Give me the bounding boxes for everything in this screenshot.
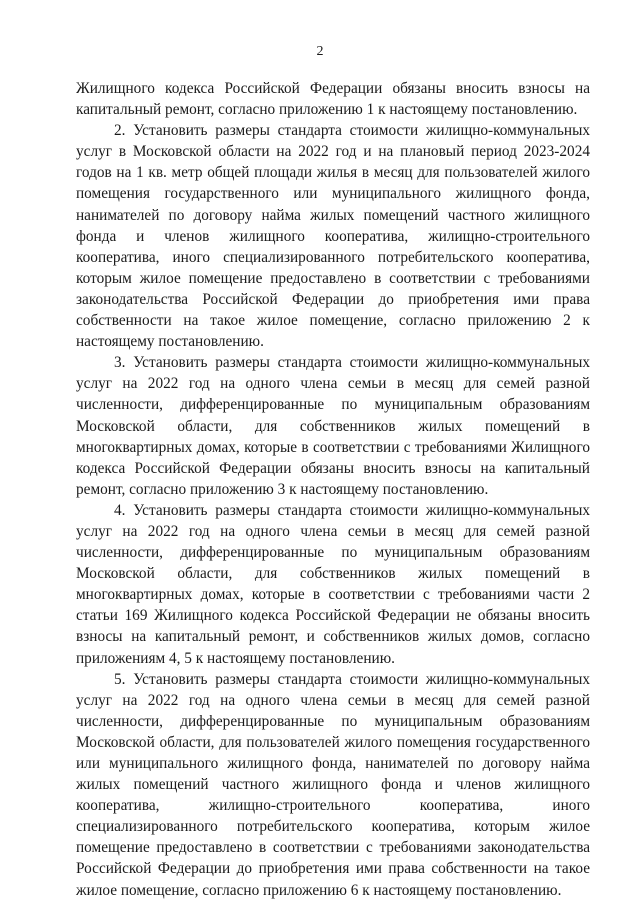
page-number: 2 [316,44,324,59]
paragraph-item-4: 4. Установить размеры стандарта стоимости жилищно-коммунальных услуг на 2022 год на одного члена семьи в месяц для семей разной численности, дифференцированные по муниципальным образованиям Московской области, для собственников жилых помещений в многоквартирных домах, которые в соответствии с требованиями части 2 статьи 169 Жилищного кодекса Российской Федерации не обязаны вносить взносы на капитальный ремонт, и собственников жилых домов, согласно приложениям 4, 5 к настоящему постановлению. [76,501,590,667]
paragraph-item-2: 2. Установить размеры стандарта стоимости жилищно-коммунальных услуг в Московской области на 2022 год и на плановый период 2023-2024 годов на 1 кв. метр общей площади жилья в месяц для пользователей жилого помещения государственного или муниципального жилищного фонда, нанимателей по договору найма жилых помещений частного жилищного фонда и членов жилищного кооператива, жилищно-строительного кооператива, иного специализированного потребительского кооператива, которым жилое помещение предоставлено в соответствии с требованиями законодательства Российской Федерации до приобретения ими права собственности на такое жилое помещение, согласно приложению 2 к настоящему постановлению. [76,122,590,351]
paragraph-item-5: 5. Установить размеры стандарта стоимости жилищно-коммунальных услуг на 2022 год на одного члена семьи в месяц для семей разной численности, дифференцированные по муниципальным образованиям Московской области, для пользователей жилого помещения государственного или муниципального жилищного фонда, нанимателей по договору найма жилых помещений частного жилищного фонда и членов жилищного кооператива, жилищно-строительного кооператива, иного специализированного потребительского кооператива, которым жилое помещение предоставлено в соответствии с требованиями законодательства Российской Федерации до приобретения ими права собственности на такое жилое помещение, согласно приложению 6 к настоящему постановлению. [76,670,590,899]
paragraph-item-3: 3. Установить размеры стандарта стоимости жилищно-коммунальных услуг на 2022 год на одного члена семьи в месяц для семей разной численности, дифференцированные по муниципальным образованиям Московской области, для собственников жилых помещений в многоквартирных домах, которые в соответствии с требованиями Жилищного кодекса Российской Федерации обязаны вносить взносы на капитальный ремонт, согласно приложению 3 к настоящему постановлению. [76,354,590,498]
document-body [76,78,590,901]
paragraph-continued: Жилищного кодекса Российской Федерации обязаны вносить взносы на капитальный ремонт, согласно приложению 1 к настоящему постановлению. [76,80,590,119]
